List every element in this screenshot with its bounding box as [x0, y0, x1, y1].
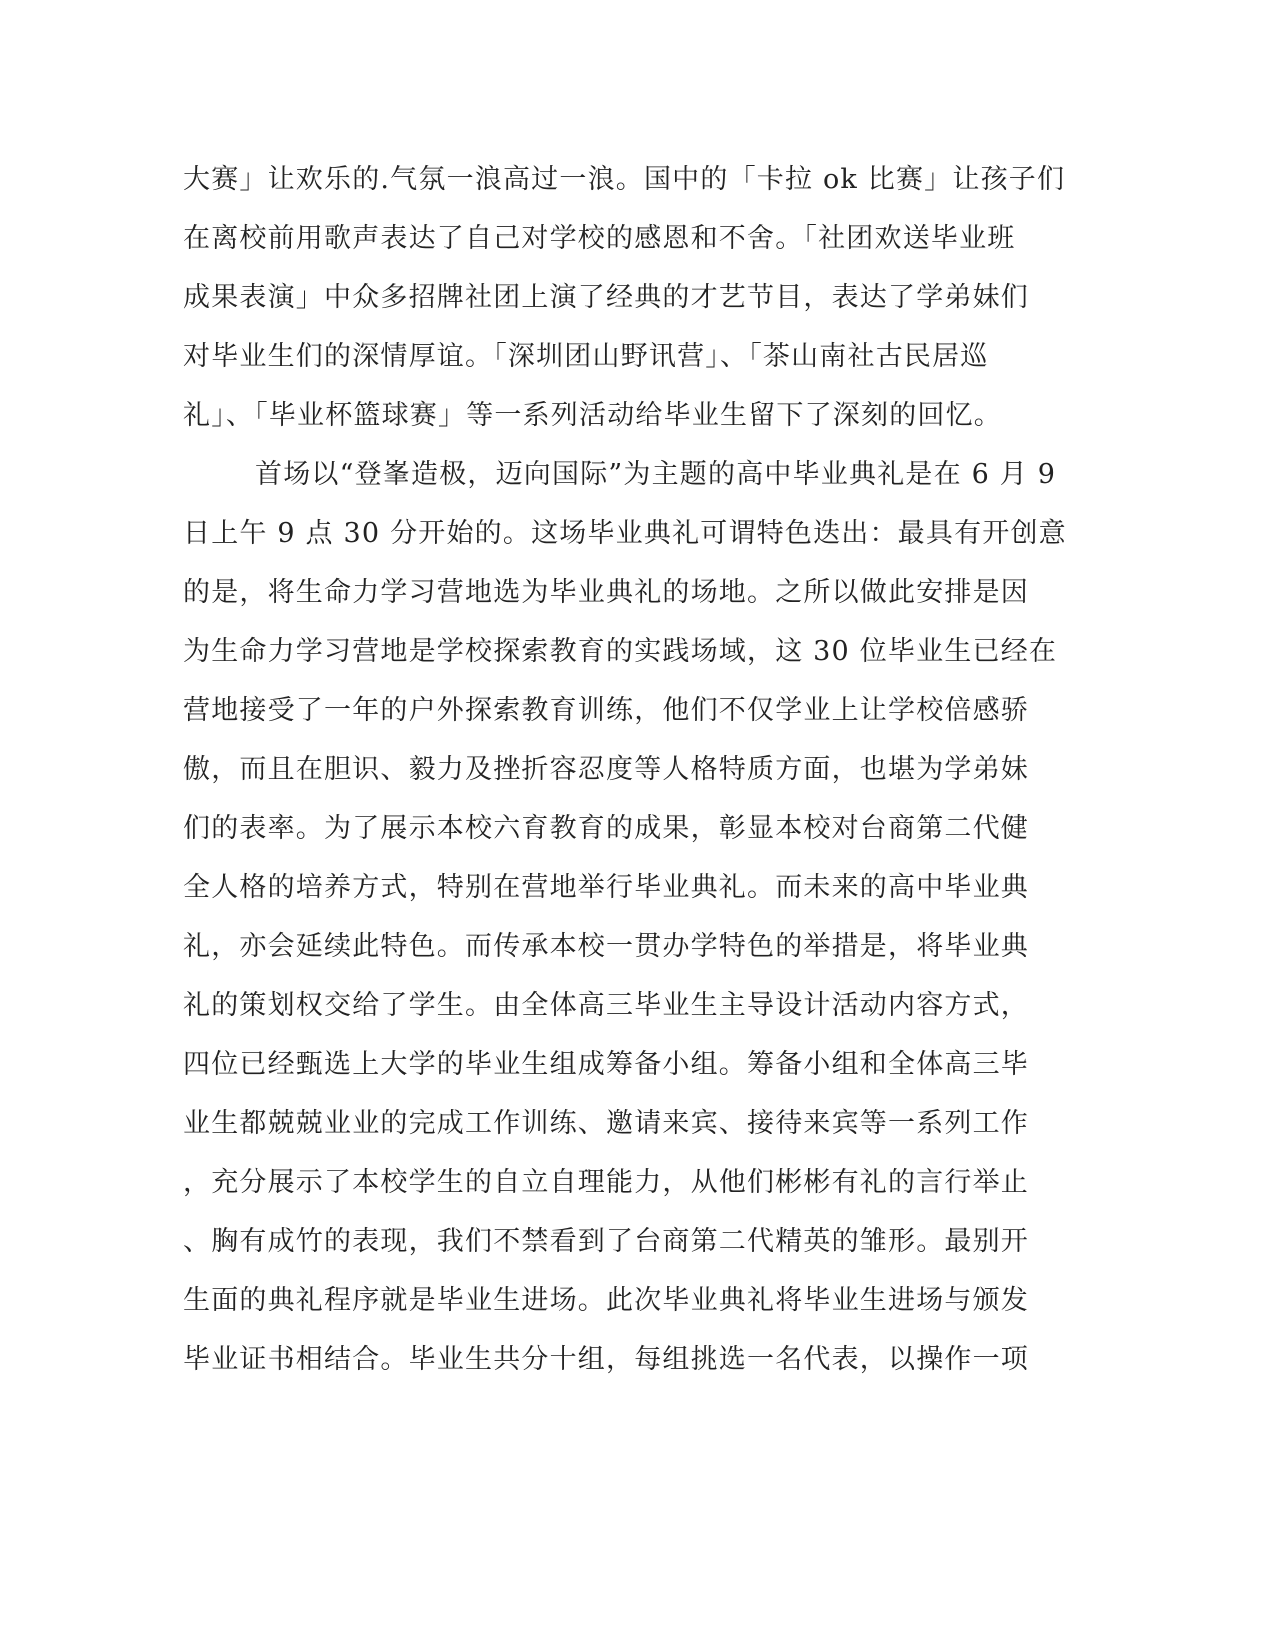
text-line: 营地接受了一年的户外探索教育训练，他们不仅学业上让学校倍感骄: [183, 695, 1029, 726]
text-line: 为生命力学习营地是学校探索教育的实践场域，这 30 位毕业生已经在: [183, 636, 1058, 667]
text-line: 、胸有成竹的表现，我们不禁看到了台商第二代精英的雏形。最别开: [183, 1226, 1029, 1257]
text-line: 成果表演」中众多招牌社团上演了经典的才艺节目，表达了学弟妹们: [183, 282, 1029, 313]
text-line: 业生都兢兢业业的完成工作训练、邀请来宾、接待来宾等一系列工作: [183, 1108, 1029, 1139]
text-line: 们的表率。为了展示本校六育教育的成果，彰显本校对台商第二代健: [183, 813, 1029, 844]
text-line: 礼的策划权交给了学生。由全体高三毕业生主导设计活动内容方式，: [183, 990, 1029, 1021]
text-line: 对毕业生们的深情厚谊。「深圳团山野讯营」、「茶山南社古民居巡: [183, 341, 989, 372]
text-line: 的是，将生命力学习营地选为毕业典礼的场地。之所以做此安排是因: [183, 577, 1029, 608]
text-line: ，充分展示了本校学生的自立自理能力，从他们彬彬有礼的言行举止: [183, 1167, 1029, 1198]
text-line: 礼，亦会延续此特色。而传承本校一贯办学特色的举措是，将毕业典: [183, 931, 1029, 962]
text-line: 全人格的培养方式，特别在营地举行毕业典礼。而未来的高中毕业典: [183, 872, 1029, 903]
text-line: 大赛」让欢乐的.气氛一浪高过一浪。国中的「卡拉 ok 比赛」让孩子们: [183, 164, 1066, 195]
text-line: 礼」、「毕业杯篮球赛」等一系列活动给毕业生留下了深刻的回忆。: [183, 400, 1002, 431]
text-line: 毕业证书相结合。毕业生共分十组，每组挑选一名代表，以操作一项: [183, 1344, 1029, 1375]
text-line: 日上午 9 点 30 分开始的。这场毕业典礼可谓特色迭出：最具有开创意: [183, 518, 1067, 549]
paragraph-first-line: 首场以“登峯造极，迈向国际”为主题的高中毕业典礼是在 6 月 9: [255, 459, 1057, 490]
text-line: 傲，而且在胆识、毅力及挫折容忍度等人格特质方面，也堪为学弟妹: [183, 754, 1029, 785]
text-line: 在离校前用歌声表达了自己对学校的感恩和不舍。「社团欢送毕业班: [183, 223, 1016, 254]
text-line: 四位已经甄选上大学的毕业生组成筹备小组。筹备小组和全体高三毕: [183, 1049, 1029, 1080]
text-line: 生面的典礼程序就是毕业生进场。此次毕业典礼将毕业生进场与颁发: [183, 1285, 1029, 1316]
